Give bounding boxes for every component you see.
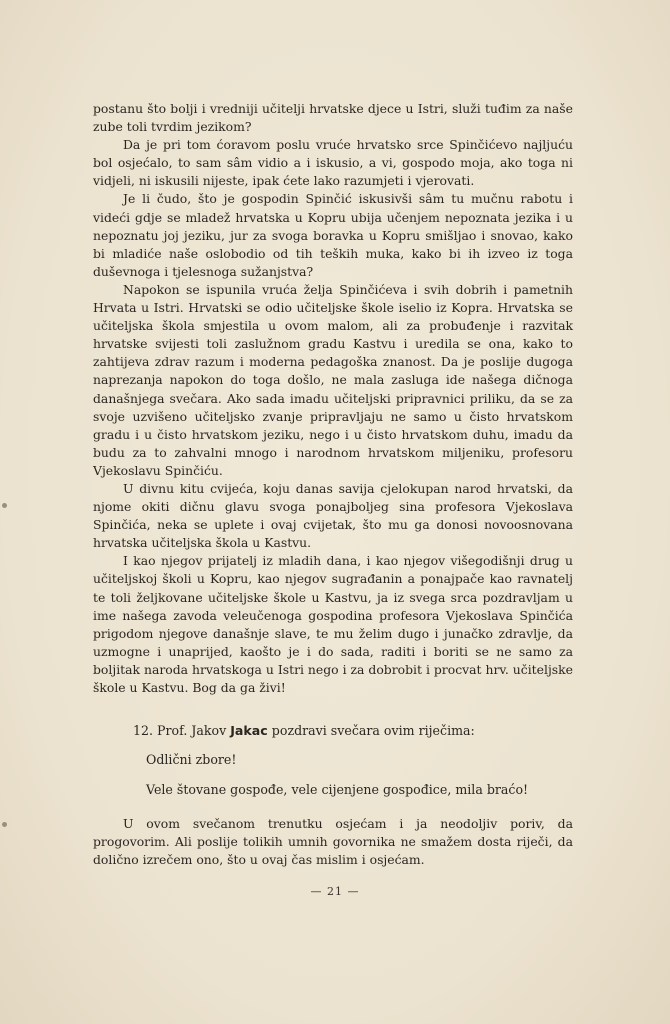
punch-hole-mark <box>2 822 7 827</box>
speaker-name: Jakac <box>230 723 268 738</box>
salutation: Vele štovane gospođe, vele cijenjene gospođice, mila braćo! <box>146 782 529 797</box>
paragraph: U ovom svečanom trenutku osjećam i ja neodoljiv poriv, da progovorim. Ali poslije tolikih umnih govornika ne smažem dosta riječi, da dolično izrečem ono, što u ovaj čas mislim i osjećam. <box>93 816 573 868</box>
speech-intro: pozdravi svečara ovim riječima: <box>271 723 475 738</box>
paragraph: Da je pri tom ćoravom poslu vruće hrvatsko srce Spinčićevo najljuću bol osjećalo, to sam sâm vidio a i iskusio, a vi, gospodo moja, ako toga ni vidjeli, ni iskusili nijeste, ipak ćete lako razumjeti i vjerovati. <box>93 137 573 189</box>
body-text <box>93 100 573 697</box>
page-number: — 21 — <box>310 885 360 898</box>
salutation: Odlični zbore! <box>146 752 237 767</box>
speech-heading <box>133 722 573 740</box>
paragraph: I kao njegov prijatelj iz mladih dana, i kao njegov višegodišnji drug u učiteljskoj školi u Kopru, kao njegov sugrađanin a ponajpače kao ravnatelj te toli željkovane učiteljske škole u Kastvu, ja iz svega srca pozdravljam u ime našega zavoda veleučenoga gospodina profesora Vjekoslava Spinčića prigodom njegove današnje slave, te mu želim dugo i junačko zdravlje, da uzmogne i unaprijed, kaošto je i do sada, raditi i boriti se ne samo za boljitak naroda hrvatskoga u Istri nego i za dobrobit i procvat hrv. učiteljske škole u Kastvu. Bog da ga živi! <box>93 553 573 695</box>
paragraph: Je li čudo, što je gospodin Spinčić iskusivši sâm tu mučnu rabotu i videći gdje se mladež hrvatska u Kopru ubija učenjem nepoznata jezika i u nepoznatu joj jeziku, jur za svoga boravka u Kopru smišljao i snovao, kako bi mladiće naše oslobodio od tih teških muka, kako bi ih izveo iz toga duševnoga i tjelesnoga sužanjstva? <box>93 191 573 279</box>
speech-opening-paragraph <box>93 815 573 869</box>
speaker-prefix: Prof. Jakov <box>157 723 227 738</box>
paragraph: Napokon se ispunila vruća želja Spinčićeva i svih dobrih i pametnih Hrvata u Istri. Hrvatski se odio učiteljske škole iselio iz Kopra. Hrvatska se učiteljska škola smjestila u ovom malom, ali za probuđenje i razvitak hrvatske svijesti toli zaslužnom gradu Kastvu i uredila se ona, kako to zahtijeva zdrav razum i moderna pedagoška znanost. Da je poslije dugoga naprezanja napokon do toga došlo, ne mala zasluga ide našega dičnoga današnjega svečara. Ako sada imadu učiteljski pripravnici priliku, da se za svoje uzvišeno učiteljsko zvanje pripravljaju ne samo u čisto hrvatskom gradu i u čisto hrvatskom jeziku, nego i u čisto hrvatskom duhu, imadu da budu za to zahvalni mnogo i narodnom hrvatskom miljeniku, profesoru Vjekoslavu Spinčiću. <box>93 281 573 478</box>
punch-hole-mark <box>2 503 7 508</box>
paragraph: U divnu kitu cvijeća, koju danas savija cjelokupan narod hrvatski, da njome okiti dičnu glavu svoga ponajboljeg sina profesora Vjekoslava Spinčića, neka se uplete i ovaj cvijetak, što mu ga donosi novoosnovana hrvatska učiteljska škola u Kastvu. <box>93 480 573 551</box>
paragraph-continuation: postanu što bolji i vredniji učitelji hrvatske djece u Istri, služi tuđim za naše zube toli tvrdim jezikom? <box>93 101 573 135</box>
speech-number: 12. <box>133 723 154 738</box>
